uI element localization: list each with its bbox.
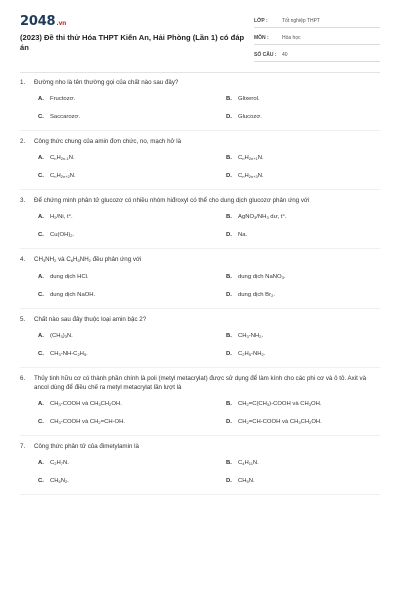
option-text: $C_2H_5-NH_2$. (238, 351, 266, 357)
answer-option-d[interactable] (226, 231, 398, 240)
option-letter: B. (226, 333, 232, 339)
question-number: 2. (20, 138, 26, 145)
question-text: $CH_3NH_2$ và $C_6H_5NH_2$ đều phản ứng với (34, 256, 142, 263)
question-number: 1. (20, 79, 26, 86)
option-letter: A. (38, 96, 44, 102)
page-title: (2023) Đề thi thử Hóa THPT Kiến An, Hải Phòng (Lần 1) có đáp án (20, 33, 245, 52)
question-divider (20, 367, 380, 368)
option-letter: D. (226, 114, 232, 120)
question-7 (20, 442, 380, 495)
question-stem (20, 315, 380, 324)
answer-options (38, 95, 380, 122)
answer-option-b[interactable] (226, 95, 398, 104)
question-list (20, 78, 380, 501)
answer-option-a[interactable] (38, 332, 210, 341)
answer-options (38, 332, 380, 359)
question-text: Để chứng minh phân tử glucozơ có nhiều nhóm hiđroxyl có thể cho dung dịch glucozơ phản ứng với (34, 197, 310, 204)
question-number: 6. (20, 375, 26, 382)
question-2 (20, 137, 380, 190)
question-stem (20, 255, 380, 265)
option-letter: C. (38, 419, 44, 425)
option-letter: D. (226, 232, 232, 238)
answer-option-d[interactable] (226, 172, 398, 181)
option-letter: C. (38, 173, 44, 179)
option-text: $H_2/Ni$, t°. (50, 214, 73, 220)
question-text: Công thức phân tử của đimetylamin là (34, 443, 139, 450)
answer-options (38, 273, 380, 300)
question-4 (20, 255, 380, 309)
question-divider (20, 435, 380, 436)
answer-option-a[interactable] (38, 213, 210, 222)
option-text: $C_nH_{2n+2}N$. (50, 173, 76, 179)
question-text: Đường nho là tên thường gọi của chất nào sau đây? (34, 79, 179, 86)
question-divider (20, 308, 380, 309)
option-letter: A. (38, 333, 44, 339)
header (0, 0, 400, 64)
meta-row-subject (254, 31, 380, 45)
option-letter: D. (226, 173, 232, 179)
question-6 (20, 374, 380, 436)
option-text: dung dịch NaNO$_3$. (238, 274, 286, 280)
answer-option-b[interactable] (226, 332, 398, 341)
option-text: $C_4H_{11}N$. (238, 460, 259, 466)
question-5 (20, 315, 380, 368)
option-letter: C. (38, 232, 44, 238)
question-text: Chất nào sau đây thuộc loại amin bậc 2? (34, 316, 147, 323)
answer-option-d[interactable] (226, 113, 398, 122)
option-text: $CH_3$-COOH và $CH_2=CH-OH$. (50, 419, 126, 425)
option-text: Glucozơ. (238, 114, 262, 120)
option-letter: D. (226, 351, 232, 357)
option-letter: B. (226, 214, 232, 220)
option-text: dung dịch HCl. (50, 274, 89, 280)
option-text: $CH_3$-COOH và $CH_3CH_2OH$. (50, 401, 122, 407)
answer-option-c[interactable] (38, 291, 210, 300)
answer-option-a[interactable] (38, 459, 210, 468)
question-stem (20, 137, 380, 146)
option-letter: B. (226, 460, 232, 466)
question-text: Công thức chung của amin đơn chức, no, mạch hở là (34, 138, 182, 145)
option-letter: D. (226, 419, 232, 425)
answer-option-b[interactable] (226, 400, 398, 409)
answer-options (38, 459, 380, 486)
option-letter: C. (38, 351, 44, 357)
answer-option-c[interactable] (38, 477, 210, 486)
option-text: $CH_2=C(CH_3)$-COOH và $CH_3OH$. (238, 401, 322, 407)
answer-options (38, 400, 380, 427)
question-divider (20, 130, 380, 131)
meta-row-class (254, 14, 380, 28)
answer-option-d[interactable] (226, 418, 398, 427)
site-logo[interactable]: 2048.vn (20, 14, 67, 29)
option-text: $C_2H_7N$. (50, 460, 69, 466)
question-stem (20, 78, 380, 87)
option-text: $(CH_3)_3N$. (50, 333, 73, 339)
answer-options (38, 213, 380, 240)
answer-option-a[interactable] (38, 400, 210, 409)
answer-option-d[interactable] (226, 350, 398, 359)
exam-meta (254, 14, 380, 65)
option-text: dung dịch $Br_2$. (238, 292, 275, 298)
question-3 (20, 196, 380, 249)
answer-option-a[interactable] (38, 154, 210, 163)
option-text: Na. (238, 232, 248, 238)
question-stem (20, 196, 380, 205)
option-text: $CH_6N_2$. (50, 478, 69, 484)
question-stem (20, 442, 380, 451)
option-text: $CH_3-NH_2$. (238, 333, 264, 339)
answer-option-a[interactable] (38, 95, 210, 104)
meta-value: Tốt nghiệp THPT (282, 17, 320, 24)
option-letter: B. (226, 401, 232, 407)
answer-option-b[interactable] (226, 273, 398, 282)
option-letter: C. (38, 114, 44, 120)
option-text: $Cu(OH)_2$. (50, 232, 75, 238)
header-divider (20, 72, 380, 73)
option-text: $CH_3-NH-C_2H_5$. (50, 351, 88, 357)
answer-option-b[interactable] (226, 154, 398, 163)
option-text: $CH_5N$. (238, 478, 255, 484)
question-number: 3. (20, 197, 26, 204)
answer-option-c[interactable] (38, 113, 210, 122)
answer-option-c[interactable] (38, 418, 210, 427)
answer-option-d[interactable] (226, 291, 398, 300)
question-number: 5. (20, 316, 26, 323)
answer-option-c[interactable] (38, 350, 210, 359)
answer-option-b[interactable] (226, 459, 398, 468)
meta-row-count (254, 48, 380, 62)
option-letter: C. (38, 478, 44, 484)
question-number: 4. (20, 256, 26, 263)
option-text: $CH_2=CH$-COOH và $CH_3CH_2OH$. (238, 419, 322, 425)
answer-option-b[interactable] (226, 213, 398, 222)
option-letter: B. (226, 155, 232, 161)
question-divider (20, 189, 380, 190)
question-divider (20, 494, 380, 495)
option-letter: D. (226, 292, 232, 298)
option-text: $C_nH_{2n+1}N$. (238, 155, 264, 161)
question-number: 7. (20, 443, 26, 450)
option-text: dung dịch NaOH. (50, 292, 96, 298)
option-text: Glixerol. (238, 96, 260, 102)
option-letter: A. (38, 155, 44, 161)
meta-key: LỚP : (254, 17, 268, 24)
option-text: Fructozơ. (50, 96, 76, 102)
option-letter: C. (38, 292, 44, 298)
answer-options (38, 154, 380, 181)
option-text: Saccarozơ. (50, 114, 81, 120)
meta-value: Hóa học (282, 34, 301, 41)
option-letter: A. (38, 214, 44, 220)
question-text: Thủy tinh hữu cơ có thành phần chính là poli (metyl metacrylat) được sử dụng để làm kính cho các phi cơ và ô tô. Axit và ancol dùng để điều chế ra metyl metacrylat lần lượt là (34, 375, 367, 391)
option-letter: A. (38, 460, 44, 466)
question-1 (20, 78, 380, 131)
answer-option-a[interactable] (38, 273, 210, 282)
option-letter: B. (226, 96, 232, 102)
question-stem (20, 374, 380, 392)
option-letter: A. (38, 401, 44, 407)
meta-value: 40 (282, 51, 288, 58)
meta-key: MÔN : (254, 34, 269, 41)
option-letter: A. (38, 274, 44, 280)
meta-key: SỐ CÂU : (254, 51, 277, 58)
answer-option-c[interactable] (38, 231, 210, 240)
answer-option-c[interactable] (38, 172, 210, 181)
question-divider (20, 248, 380, 249)
answer-option-d[interactable] (226, 477, 398, 486)
option-text: $C_nH_{2n-1}N$. (50, 155, 75, 161)
option-text: $C_nH_{2n+3}N$. (238, 173, 264, 179)
option-letter: D. (226, 478, 232, 484)
option-text: $AgNO_3/NH_3$ dư, t°. (238, 214, 287, 220)
option-letter: B. (226, 274, 232, 280)
